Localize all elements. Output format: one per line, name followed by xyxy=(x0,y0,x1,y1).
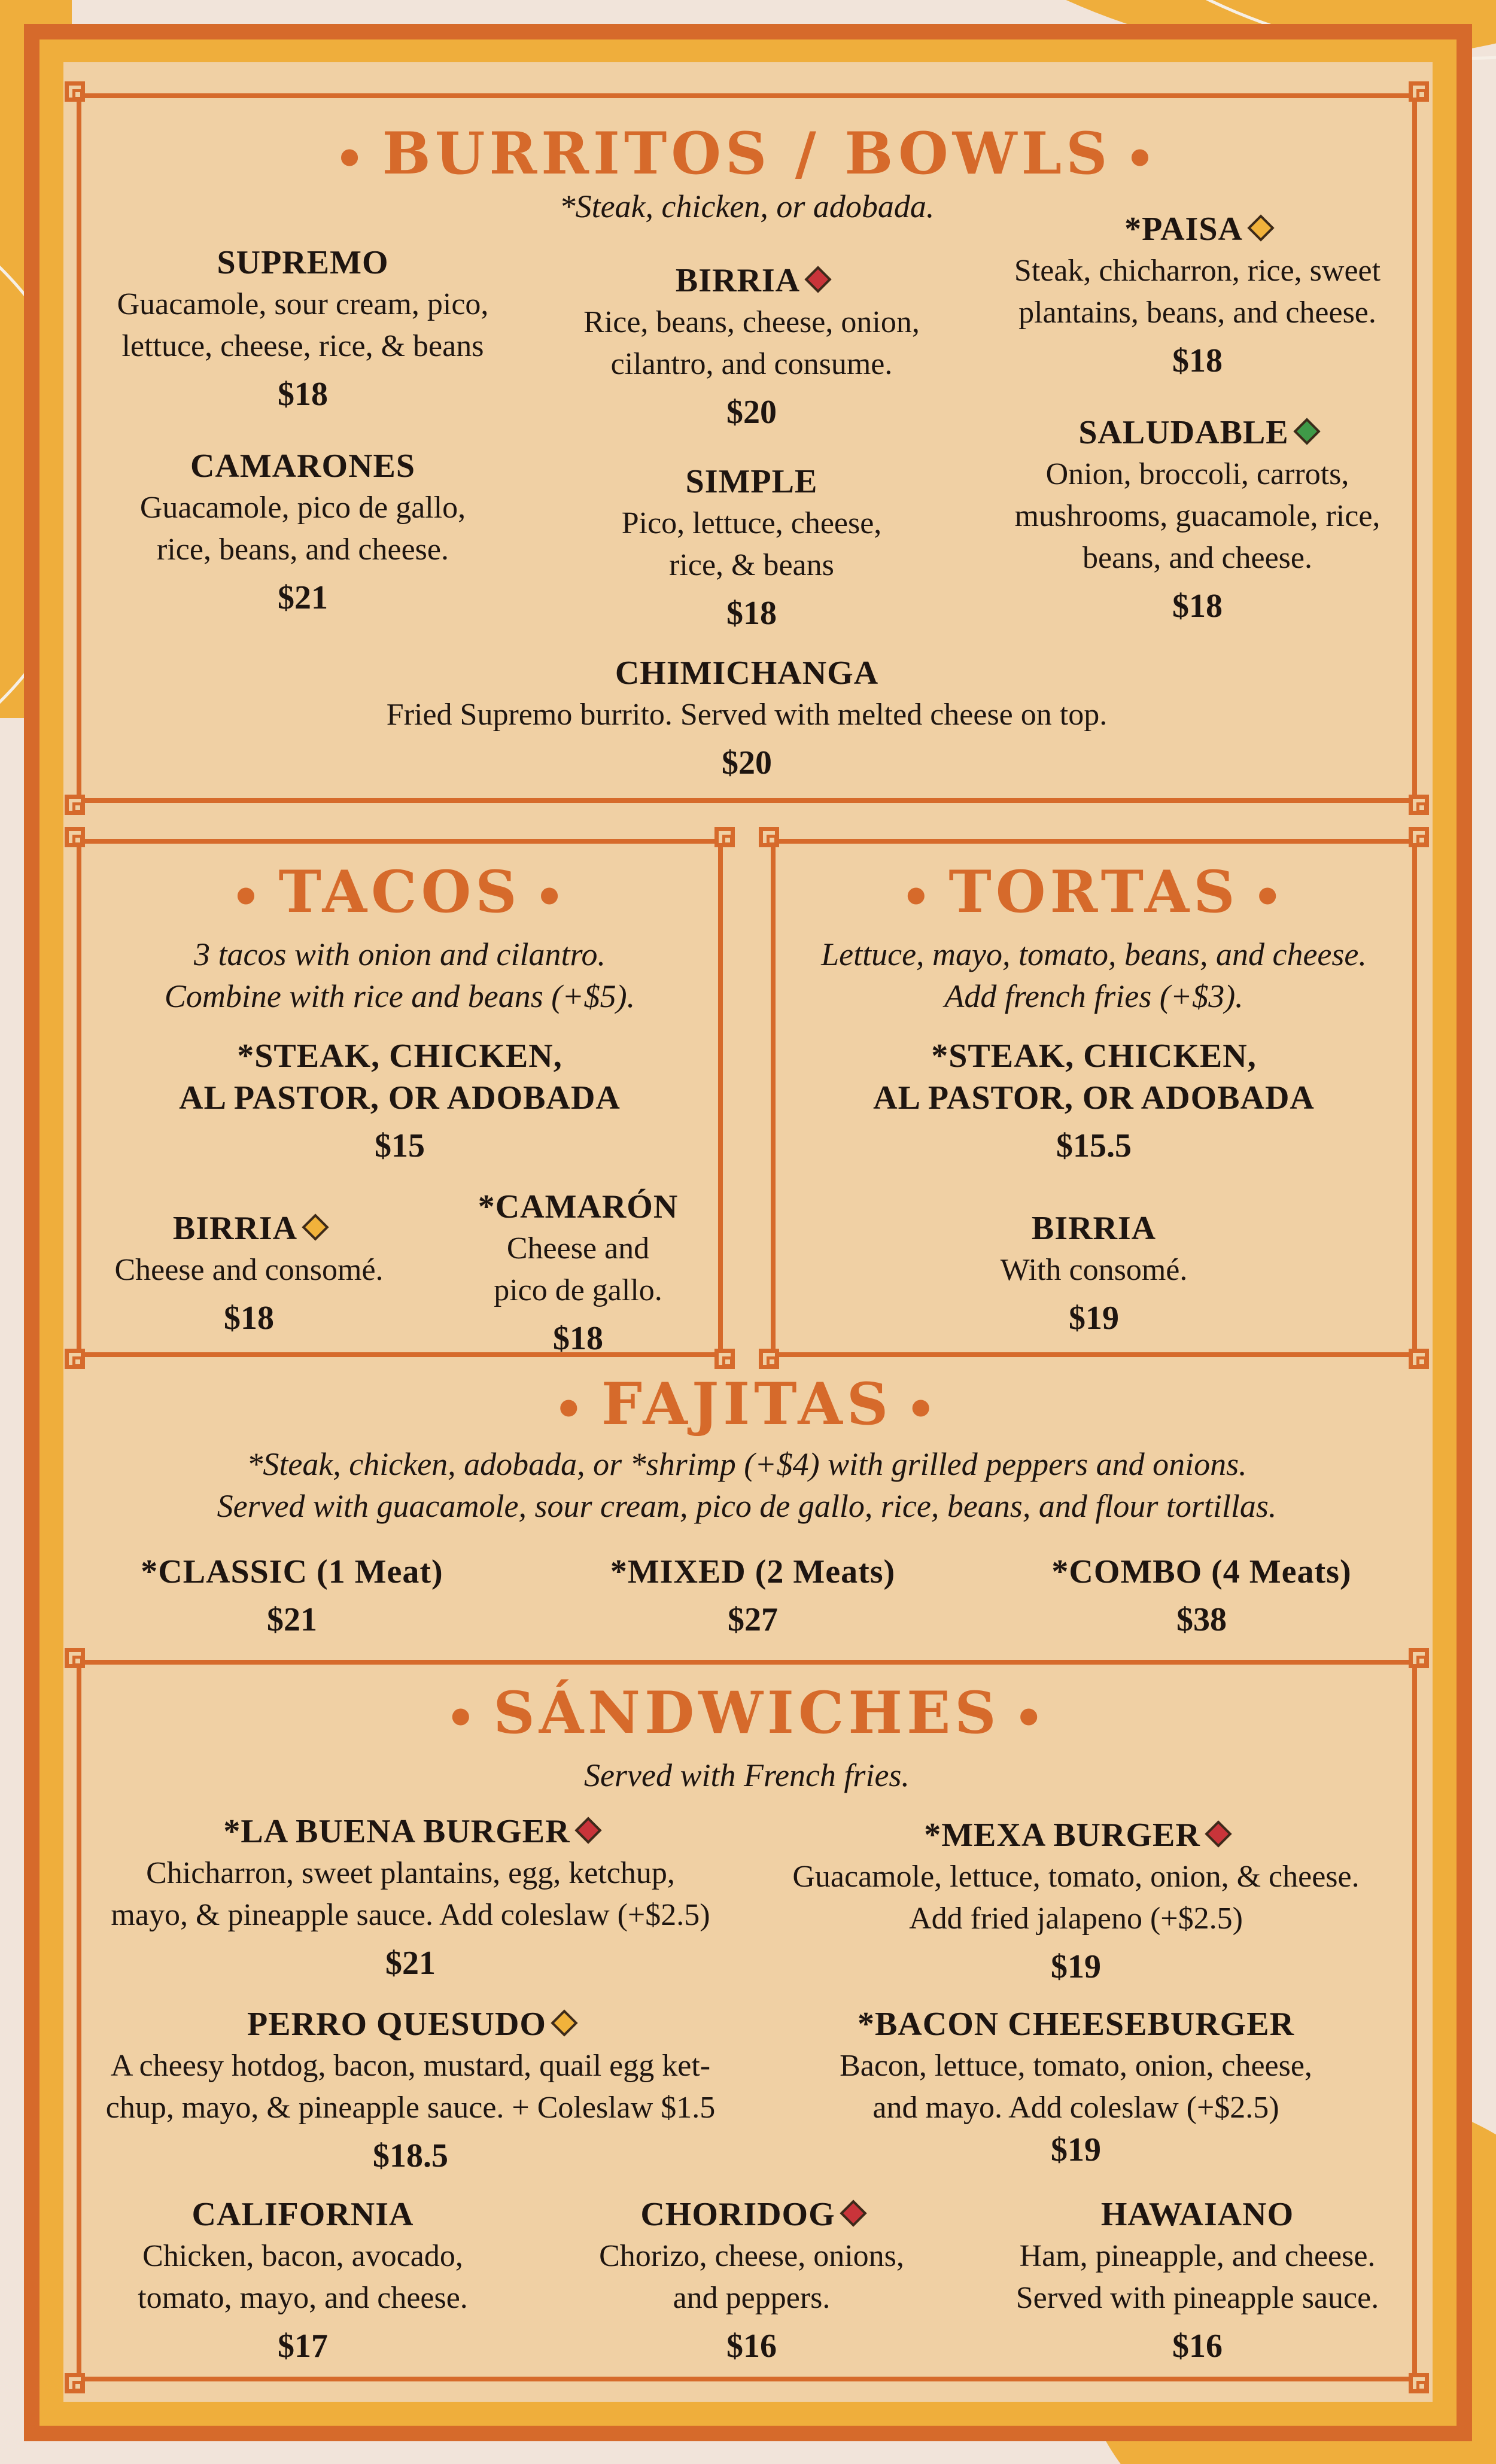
tacos-section xyxy=(77,839,723,1357)
corner-ornament xyxy=(759,827,779,847)
menu-item-taco-meats xyxy=(81,1035,718,1167)
menu-item-hawaiano xyxy=(979,2194,1416,2367)
sandwiches-section xyxy=(77,1660,1417,2381)
item-name: *STEAK, CHICKEN, xyxy=(931,1038,1257,1075)
red-diamond-icon xyxy=(1205,1820,1232,1847)
item-price: $19 xyxy=(1051,2131,1101,2168)
item-price: $21 xyxy=(278,579,328,616)
menu-item-fajita-mixed xyxy=(531,1551,974,1641)
item-price: $20 xyxy=(722,744,772,781)
item-name: SIMPLE xyxy=(685,463,818,500)
item-description: Bacon, lettuce, tomato, onion, cheese, xyxy=(840,2049,1312,2083)
item-price: $18 xyxy=(726,595,777,632)
item-description: beans, and cheese. xyxy=(1082,541,1313,575)
menu-item-simple xyxy=(524,461,979,634)
item-name-row xyxy=(81,2003,740,2045)
section-subtitle: *Steak, chicken, or adobada. xyxy=(559,188,935,224)
menu-item-bacon-cheeseburger xyxy=(740,2003,1412,2171)
item-price: $18 xyxy=(1172,588,1223,625)
subtitle-line: Add french fries (+$3). xyxy=(944,978,1243,1014)
corner-ornament xyxy=(1409,827,1429,847)
item-price: $21 xyxy=(385,1945,436,1982)
item-price: $15.5 xyxy=(1056,1127,1132,1164)
burritos-section xyxy=(77,93,1417,803)
item-description: Chicken, bacon, avocado, xyxy=(142,2239,463,2273)
item-name: *LA BUENA BURGER xyxy=(223,1813,570,1850)
item-name-row xyxy=(740,1814,1412,1856)
item-name: BIRRIA xyxy=(675,262,801,299)
item-price: $18 xyxy=(224,1300,274,1337)
corner-ornament xyxy=(1409,795,1429,815)
item-description: mayo, & pineapple sauce. Add coleslaw (+$2.5) xyxy=(111,1898,710,1932)
item-price: $20 xyxy=(726,394,777,431)
item-description: plantains, beans, and cheese. xyxy=(1018,296,1376,330)
item-name-row xyxy=(524,2194,979,2235)
item-name: AL PASTOR, OR ADOBADA xyxy=(179,1079,621,1117)
item-price: $38 xyxy=(1176,1601,1227,1638)
item-description: Cheese and xyxy=(506,1231,650,1266)
item-name-row xyxy=(81,1811,740,1852)
item-description: Chorizo, cheese, onions, xyxy=(599,2239,904,2273)
red-diamond-icon xyxy=(840,2200,866,2226)
section-subtitle xyxy=(81,933,718,1017)
item-name: *CLASSIC (1 Meat) xyxy=(141,1553,443,1590)
item-price: $17 xyxy=(278,2328,328,2365)
menu-item-birria xyxy=(524,260,979,433)
menu-item-choridog xyxy=(524,2194,979,2367)
item-description: Steak, chicharron, rice, sweet xyxy=(1014,254,1381,288)
item-name: AL PASTOR, OR ADOBADA xyxy=(873,1079,1315,1117)
subtitle-line: *Steak, chicken, adobada, or *shrimp (+$4) with grilled peppers and onions. xyxy=(247,1446,1247,1482)
corner-ornament xyxy=(65,81,85,102)
corner-ornament xyxy=(65,2373,85,2393)
item-name: SALUDABLE xyxy=(1078,414,1289,451)
item-description: and peppers. xyxy=(673,2281,831,2315)
item-description: Guacamole, lettuce, tomato, onion, & cheese. xyxy=(792,1860,1360,1894)
item-description: Guacamole, sour cream, pico, xyxy=(117,287,489,321)
item-description: mushrooms, guacamole, rice, xyxy=(1014,499,1381,533)
subtitle-line: Served with guacamole, sour cream, pico de gallo, rice, beans, and flour tortillas. xyxy=(217,1488,1277,1524)
red-diamond-icon xyxy=(574,1817,601,1844)
item-name: CAMARONES xyxy=(190,448,416,485)
item-description: Onion, broccoli, carrots, xyxy=(1045,457,1349,491)
yellow-diamond-icon xyxy=(302,1213,329,1240)
section-title: • FAJITAS • xyxy=(553,1370,941,1438)
corner-ornament xyxy=(1409,2373,1429,2393)
item-description: cilantro, and consume. xyxy=(610,347,893,381)
item-description: With consomé. xyxy=(1000,1253,1188,1287)
item-name-row xyxy=(81,1207,416,1249)
item-price: $15 xyxy=(375,1127,425,1164)
section-title: • BURRITOS / BOWLS • xyxy=(334,120,1160,187)
item-price: $16 xyxy=(1172,2328,1223,2365)
item-name: *CAMARÓN xyxy=(478,1188,679,1225)
section-title: • SÁNDWICHES • xyxy=(445,1679,1048,1747)
item-name: CALIFORNIA xyxy=(191,2196,414,2233)
item-description: chup, mayo, & pineapple sauce. + Coleslaw $1.5 xyxy=(105,2091,716,2125)
menu-item-fajita-classic xyxy=(77,1551,507,1641)
item-name: *STEAK, CHICKEN, xyxy=(237,1038,562,1075)
section-title: • TORTAS • xyxy=(901,858,1287,926)
item-name: HAWAIANO xyxy=(1100,2196,1294,2233)
section-subtitle xyxy=(77,1443,1417,1527)
item-description: Fried Supremo burrito. Served with melted cheese on top. xyxy=(386,698,1108,732)
item-description: A cheesy hotdog, bacon, mustard, quail egg ket- xyxy=(110,2049,711,2083)
menu-item-supremo xyxy=(81,242,524,415)
section-title: • TACOS • xyxy=(230,858,569,926)
item-price: $19 xyxy=(1051,1948,1101,1985)
item-name: *BACON CHEESEBURGER xyxy=(857,2006,1295,2043)
item-price: $18.5 xyxy=(373,2137,448,2174)
menu-item-la-buena-burger xyxy=(81,1811,740,1984)
section-subtitle xyxy=(776,933,1412,1017)
item-price: $27 xyxy=(728,1601,778,1638)
menu-item-camarones xyxy=(81,445,524,619)
item-description: Guacamole, pico de gallo, xyxy=(139,491,466,525)
corner-ornament xyxy=(1409,81,1429,102)
item-name: *MEXA BURGER xyxy=(924,1817,1200,1854)
corner-ornament xyxy=(714,827,735,847)
item-price: $19 xyxy=(1069,1300,1119,1337)
subtitle-line: Lettuce, mayo, tomato, beans, and cheese. xyxy=(821,936,1367,972)
item-description: pico de gallo. xyxy=(494,1273,662,1307)
item-price: $21 xyxy=(267,1601,317,1638)
menu-item-perro-quesudo xyxy=(81,2003,740,2177)
subtitle-line: 3 tacos with onion and cilantro. xyxy=(194,936,606,972)
menu-item-chimichanga xyxy=(81,652,1412,784)
item-price: $18 xyxy=(553,1320,603,1357)
yellow-diamond-icon xyxy=(551,2009,577,2036)
item-price: $18 xyxy=(1172,342,1223,379)
menu-item-california xyxy=(81,2194,524,2367)
section-subtitle: Served with French fries. xyxy=(584,1757,910,1793)
menu-item-paisa xyxy=(979,208,1416,382)
red-diamond-icon xyxy=(804,266,831,293)
yellow-diamond-icon xyxy=(1247,214,1274,241)
item-name: CHIMICHANGA xyxy=(615,655,879,692)
item-description: and mayo. Add coleslaw (+$2.5) xyxy=(872,2091,1279,2125)
item-description: Add fried jalapeno (+$2.5) xyxy=(909,1902,1243,1936)
menu-item-torta-birria xyxy=(776,1207,1412,1339)
menu-item-mexa-burger xyxy=(740,1814,1412,1988)
item-name-row xyxy=(524,260,979,302)
menu-item-fajita-combo xyxy=(986,1551,1417,1641)
item-name: BIRRIA xyxy=(172,1210,298,1247)
item-name: BIRRIA xyxy=(1031,1210,1157,1247)
corner-ornament xyxy=(65,795,85,815)
green-diamond-icon xyxy=(1293,418,1320,445)
item-description: tomato, mayo, and cheese. xyxy=(138,2281,468,2315)
item-name-row xyxy=(979,208,1416,250)
subtitle-line: Combine with rice and beans (+$5). xyxy=(164,978,636,1014)
item-price: $16 xyxy=(726,2328,777,2365)
menu-item-torta-meats xyxy=(776,1035,1412,1167)
item-description: Rice, beans, cheese, onion, xyxy=(583,305,920,339)
item-name: PERRO QUESUDO xyxy=(247,2006,546,2043)
menu-item-taco-camaron xyxy=(440,1186,716,1359)
corner-ornament xyxy=(1409,1648,1429,1668)
tortas-section xyxy=(771,839,1417,1357)
item-description: Chicharron, sweet plantains, egg, ketchup, xyxy=(146,1856,675,1890)
item-description: Served with pineapple sauce. xyxy=(1015,2281,1379,2315)
item-description: lettuce, cheese, rice, & beans xyxy=(121,329,484,363)
item-name: CHORIDOG xyxy=(640,2196,835,2233)
item-description: rice, & beans xyxy=(669,548,834,582)
item-name: *MIXED (2 Meats) xyxy=(610,1553,896,1590)
fajitas-section xyxy=(77,1358,1417,1657)
item-description: rice, beans, and cheese. xyxy=(157,533,449,567)
item-name: *PAISA xyxy=(1124,211,1243,248)
corner-ornament xyxy=(65,1648,85,1668)
item-price: $18 xyxy=(278,376,328,413)
item-name-row xyxy=(979,412,1416,454)
item-description: Ham, pineapple, and cheese. xyxy=(1019,2239,1376,2273)
item-name: SUPREMO xyxy=(217,244,389,281)
item-name: *COMBO (4 Meats) xyxy=(1051,1553,1352,1590)
menu-item-saludable xyxy=(979,412,1416,627)
item-description: Cheese and consomé. xyxy=(114,1253,384,1287)
corner-ornament xyxy=(65,827,85,847)
item-description: Pico, lettuce, cheese, xyxy=(621,506,882,540)
menu-item-taco-birria xyxy=(81,1207,416,1339)
